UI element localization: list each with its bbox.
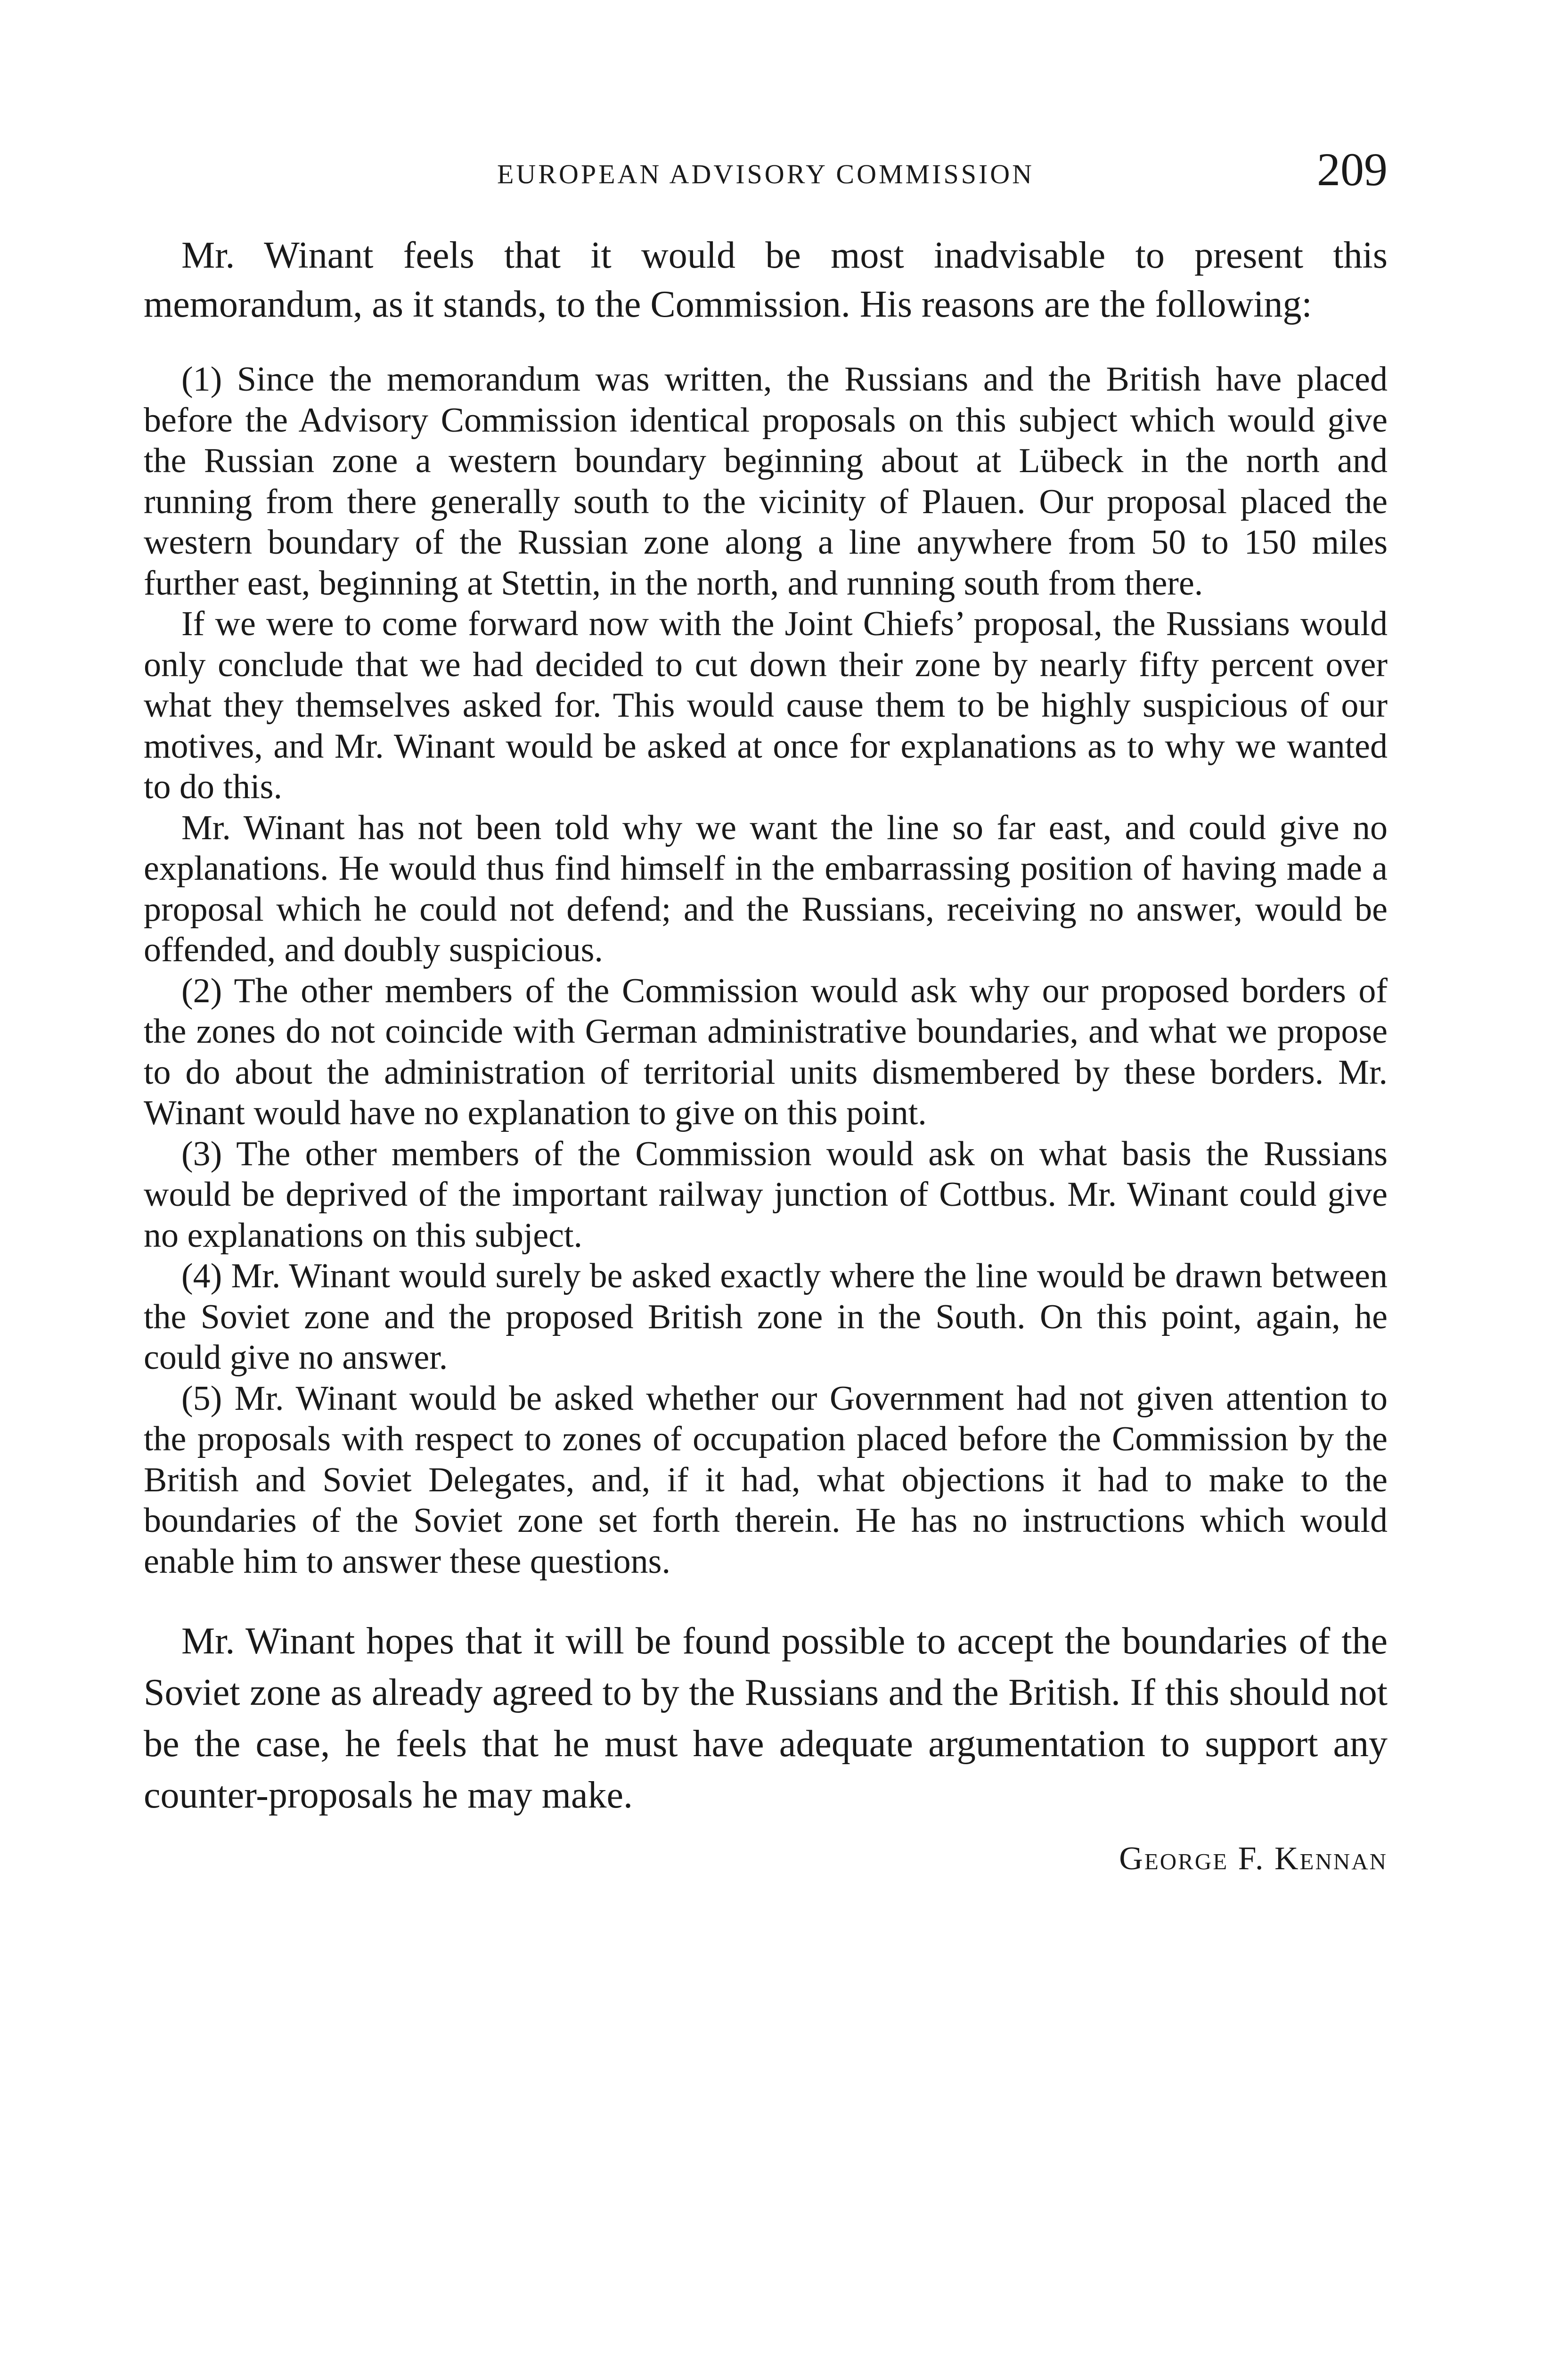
point-1-continuation-a: If we were to come forward now with the Joint Chiefs’ proposal, the Russians would only conclude that we had decided to cut down their zone by nearly fifty percent over what they themselves asked for. This would cause them to be highly suspicious of our motives, and Mr. Winant would be asked at once for explanations as to why we wanted to do this. bbox=[144, 605, 1388, 806]
lead-paragraph: Mr. Winant feels that it would be most inadvisable to present this memorandum, as it stands, to the Commission. His reasons are the following: bbox=[144, 235, 1388, 325]
point-1-paragraph: (1) Since the memorandum was written, the Russians and the British have placed before the Advisory Commission identical proposals on this subject which would give the Russian zone a western boundary beginning about at Lübeck in the north and running from there generally south to the vicinity of Plauen. Our proposal placed the western boundary of the Russian zone along a line anywhere from 50 to 150 miles further east, beginning at Stettin, in the north, and running south from there. bbox=[144, 360, 1388, 603]
point-5-paragraph: (5) Mr. Winant would be asked whether our Government had not given attention to the proposals with respect to zones of occupation placed before the Commission by the British and Soviet Delegates, and, if it had, what objections it had to make to the boundaries of the Soviet zone set forth therein. He has no instructions which would enable him to answer these questions. bbox=[144, 1379, 1388, 1581]
point-2-paragraph: (2) The other members of the Commission would ask why our proposed borders of the zones do not coincide with German administrative boundaries, and what we propose to do about the administration of territorial units dismembered by these borders. Mr. Winant would have no explanation to give on this point. bbox=[144, 971, 1388, 1132]
page-number: 209 bbox=[1317, 143, 1388, 196]
signature: George F. Kennan bbox=[1119, 1841, 1388, 1877]
point-3-paragraph: (3) The other members of the Commission would ask on what basis the Russians would be deprived of the important railway junction of Cottbus. Mr. Winant could give no explanations on this subject. bbox=[144, 1134, 1388, 1255]
running-head bbox=[144, 141, 1388, 212]
point-1-continuation-b: Mr. Winant has not been told why we want the line so far east, and could give no explanations. He would thus find himself in the embarrassing position of having made a proposal which he could not defend; and the Russians, receiving no answer, would be offended, and doubly suspicious. bbox=[144, 808, 1388, 969]
point-4-paragraph: (4) Mr. Winant would surely be asked exactly where the line would be drawn between the Soviet zone and the proposed British zone in the South. On this point, again, he could give no answer. bbox=[144, 1257, 1388, 1377]
running-title: EUROPEAN ADVISORY COMMISSION bbox=[497, 159, 1035, 189]
body-text bbox=[144, 231, 1388, 1882]
closing-paragraph: Mr. Winant hopes that it will be found possible to accept the boundaries of the Soviet zone as already agreed to by the Russians and the British. If this should not be the case, he feels that he must have adequate argumentation to support any counter-proposals he may make. bbox=[144, 1620, 1388, 1816]
